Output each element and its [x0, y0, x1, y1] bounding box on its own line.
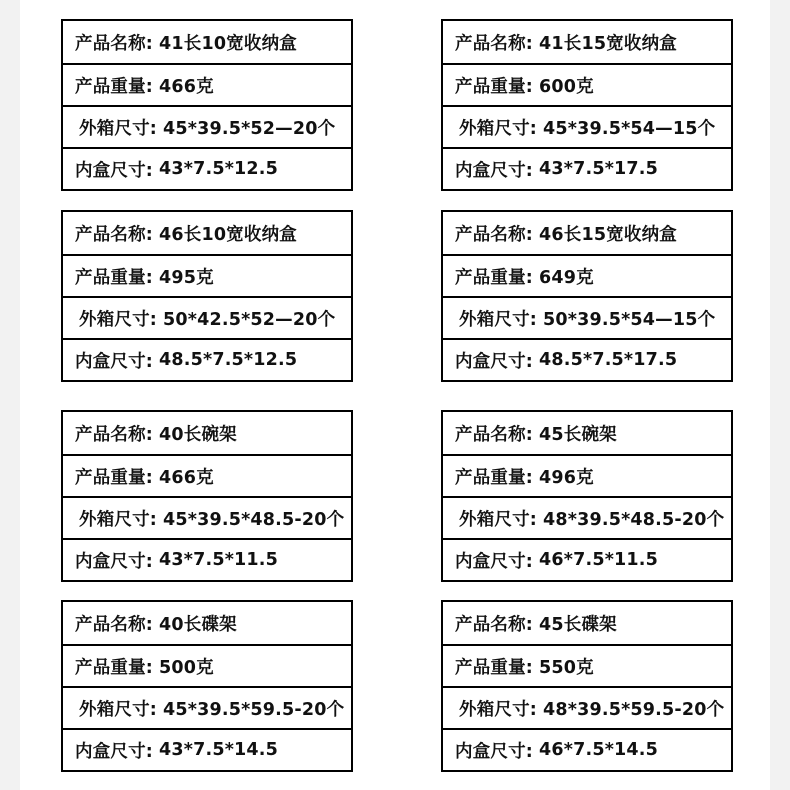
product-name-label: 产品名称: [455, 614, 533, 635]
product-weight-row [443, 454, 731, 496]
product-weight-value: 466克 [159, 467, 214, 488]
outer-box-row [63, 686, 351, 728]
outer-box-value: 48*39.5*59.5-20个 [543, 699, 725, 720]
product-weight-row [443, 644, 731, 686]
outer-box-value: 50*39.5*54—15个 [543, 309, 716, 330]
outer-box-row [443, 296, 731, 338]
inner-box-value: 46*7.5*14.5 [539, 740, 659, 760]
product-weight-label: 产品重量: [75, 267, 153, 288]
product-weight-row [443, 254, 731, 296]
inner-box-value: 48.5*7.5*17.5 [539, 350, 678, 370]
product-card [441, 19, 733, 191]
product-card [441, 210, 733, 382]
product-weight-label: 产品重量: [75, 76, 153, 97]
inner-box-value: 43*7.5*17.5 [539, 159, 659, 179]
product-name-value: 45长碟架 [539, 614, 617, 635]
product-name-label: 产品名称: [75, 33, 153, 54]
outer-box-value: 45*39.5*59.5-20个 [163, 699, 345, 720]
product-name-row [63, 212, 351, 254]
outer-box-label: 外箱尺寸: [459, 309, 537, 330]
outer-box-label: 外箱尺寸: [459, 699, 537, 720]
product-weight-value: 550克 [539, 657, 594, 678]
product-weight-label: 产品重量: [75, 467, 153, 488]
product-weight-row [63, 254, 351, 296]
inner-box-value: 43*7.5*12.5 [159, 159, 279, 179]
outer-box-value: 48*39.5*48.5-20个 [543, 509, 725, 530]
outer-box-row [63, 105, 351, 147]
product-card [61, 19, 353, 191]
product-weight-row [63, 454, 351, 496]
product-name-value: 40长碗架 [159, 424, 237, 445]
inner-box-row [63, 338, 351, 380]
outer-box-label: 外箱尺寸: [79, 309, 157, 330]
inner-box-row [63, 147, 351, 189]
product-weight-label: 产品重量: [455, 76, 533, 97]
outer-box-label: 外箱尺寸: [79, 699, 157, 720]
product-name-row [443, 212, 731, 254]
product-card [61, 210, 353, 382]
inner-box-label: 内盒尺寸: [455, 351, 533, 372]
product-name-label: 产品名称: [455, 33, 533, 54]
product-weight-value: 649克 [539, 267, 594, 288]
outer-box-label: 外箱尺寸: [79, 118, 157, 139]
inner-box-row [443, 338, 731, 380]
product-weight-label: 产品重量: [455, 267, 533, 288]
inner-box-value: 43*7.5*11.5 [159, 550, 279, 570]
outer-box-row [443, 496, 731, 538]
product-name-label: 产品名称: [455, 424, 533, 445]
product-name-row [63, 412, 351, 454]
product-name-value: 41长10宽收纳盒 [159, 33, 298, 54]
inner-box-value: 48.5*7.5*12.5 [159, 350, 298, 370]
outer-box-value: 45*39.5*52—20个 [163, 118, 336, 139]
inner-box-label: 内盒尺寸: [455, 551, 533, 572]
product-weight-row [63, 63, 351, 105]
product-name-value: 41长15宽收纳盒 [539, 33, 678, 54]
product-name-row [443, 602, 731, 644]
outer-box-value: 45*39.5*48.5-20个 [163, 509, 345, 530]
product-name-label: 产品名称: [75, 424, 153, 445]
product-weight-label: 产品重量: [455, 467, 533, 488]
outer-box-label: 外箱尺寸: [459, 118, 537, 139]
inner-box-label: 内盒尺寸: [75, 351, 153, 372]
inner-box-row [443, 147, 731, 189]
outer-box-value: 50*42.5*52—20个 [163, 309, 336, 330]
left-margin-strip [0, 0, 20, 790]
product-name-value: 45长碗架 [539, 424, 617, 445]
outer-box-value: 45*39.5*54—15个 [543, 118, 716, 139]
inner-box-label: 内盒尺寸: [75, 741, 153, 762]
product-weight-value: 466克 [159, 76, 214, 97]
product-name-label: 产品名称: [75, 224, 153, 245]
product-name-value: 40长碟架 [159, 614, 237, 635]
inner-box-row [443, 728, 731, 770]
product-weight-value: 600克 [539, 76, 594, 97]
inner-box-label: 内盒尺寸: [75, 551, 153, 572]
inner-box-row [63, 728, 351, 770]
product-weight-label: 产品重量: [75, 657, 153, 678]
product-card [441, 600, 733, 772]
product-weight-label: 产品重量: [455, 657, 533, 678]
product-name-row [63, 602, 351, 644]
inner-box-value: 43*7.5*14.5 [159, 740, 279, 760]
outer-box-row [63, 496, 351, 538]
product-name-row [63, 21, 351, 63]
inner-box-label: 内盒尺寸: [455, 741, 533, 762]
product-weight-row [443, 63, 731, 105]
inner-box-label: 内盒尺寸: [75, 160, 153, 181]
outer-box-row [443, 105, 731, 147]
outer-box-row [443, 686, 731, 728]
product-weight-row [63, 644, 351, 686]
inner-box-label: 内盒尺寸: [455, 160, 533, 181]
right-margin-strip [770, 0, 790, 790]
product-name-label: 产品名称: [455, 224, 533, 245]
product-weight-value: 496克 [539, 467, 594, 488]
product-weight-value: 495克 [159, 267, 214, 288]
product-name-label: 产品名称: [75, 614, 153, 635]
outer-box-label: 外箱尺寸: [459, 509, 537, 530]
product-name-value: 46长15宽收纳盒 [539, 224, 678, 245]
inner-box-value: 46*7.5*11.5 [539, 550, 659, 570]
product-name-row [443, 21, 731, 63]
product-weight-value: 500克 [159, 657, 214, 678]
product-name-row [443, 412, 731, 454]
product-card [61, 600, 353, 772]
product-card [61, 410, 353, 582]
product-card [441, 410, 733, 582]
outer-box-row [63, 296, 351, 338]
inner-box-row [443, 538, 731, 580]
inner-box-row [63, 538, 351, 580]
outer-box-label: 外箱尺寸: [79, 509, 157, 530]
product-name-value: 46长10宽收纳盒 [159, 224, 298, 245]
